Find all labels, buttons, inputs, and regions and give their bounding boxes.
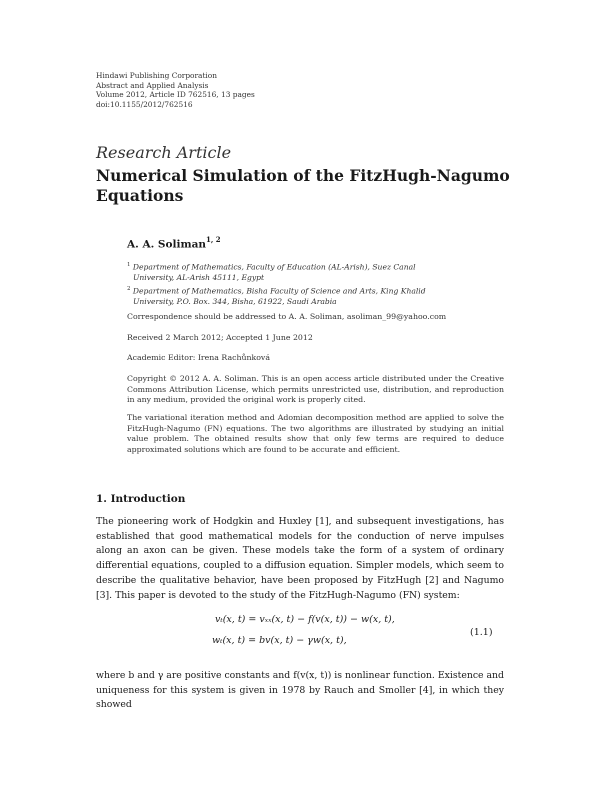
author-name: A. A. Soliman: [127, 238, 207, 251]
journal-name: Abstract and Applied Analysis: [96, 80, 209, 90]
equation-line-2: wₜ(x, t) = bv(x, t) − γw(x, t),: [212, 635, 347, 646]
author-affil-marks: 1, 2: [206, 235, 221, 244]
affiliation-1: $^1$ Department of Mathematics, Faculty of Education (AL-Arish), Suez Canal University, AL-Arish 45111, Egypt: [127, 262, 416, 283]
journal-doi: doi:10.1155/2012/762516: [96, 99, 193, 109]
correspondence: Correspondence should be addressed to A. A. Soliman, asoliman_99@yahoo.com: [127, 312, 447, 321]
journal-info: [96, 71, 255, 109]
article-title: Numerical Simulation of the FitzHugh-Nagumo Equations: [96, 166, 510, 205]
equation-line-1: vₜ(x, t) = vₓₓ(x, t) − f(v(x, t)) − w(x, t),: [215, 614, 395, 625]
journal-volume: Volume 2012, Article ID 762516, 13 pages: [96, 90, 255, 100]
article-type: Research Article: [96, 143, 232, 162]
dates: Received 2 March 2012; Accepted 1 June 2012: [127, 333, 313, 342]
equation-number: (1.1): [470, 627, 493, 638]
section-heading: 1. Introduction: [96, 493, 186, 505]
continuation-paragraph: where b and γ are positive constants and f(v(x, t)) is nonlinear function. Existence and uniqueness for this system is given in 1978 by Rauch and Smoller [4], in which they showed: [96, 670, 504, 711]
intro-paragraph: The pioneering work of Hodgkin and Huxley [1], and subsequent investigations, has established that good mathematical models for the conduction of nerve impulses along an axon can be given. These models take the form of a system of ordinary differential equations, coupled to a diffusion equation. Simpler models, which seem to describe the qualitative behavior, have been proposed by FitzHugh [2] and Nagumo [3]. This paper is devoted to the study of the FitzHugh-Nagumo (FN) system:: [96, 516, 504, 601]
author-line: [127, 236, 221, 251]
abstract: The variational iteration method and Adomian decomposition method are applied to solve the FitzHugh-Nagumo (FN) equations. The two algorithms are illustrated by studying an initial value problem. The obtained results show that only few terms are required to deduce approximated solutions which are found to be accurate and efficient.: [127, 413, 504, 454]
publisher: Hindawi Publishing Corporation: [96, 71, 217, 80]
copyright: Copyright © 2012 A. A. Soliman. This is an open access article distributed under the Creative Commons Attribution License, which permits unrestricted use, distribution, and reproduction in any medium, provided the original work is properly cited.: [127, 374, 504, 404]
affiliations: [127, 260, 457, 307]
affiliation-2: $^2$ Department of Mathematics, Bisha Faculty of Science and Arts, King Khalid University, P.O. Box. 344, Bisha, 61922, Saudi Arabia: [127, 285, 426, 306]
academic-editor: Academic Editor: Irena Rachůnková: [127, 353, 270, 362]
